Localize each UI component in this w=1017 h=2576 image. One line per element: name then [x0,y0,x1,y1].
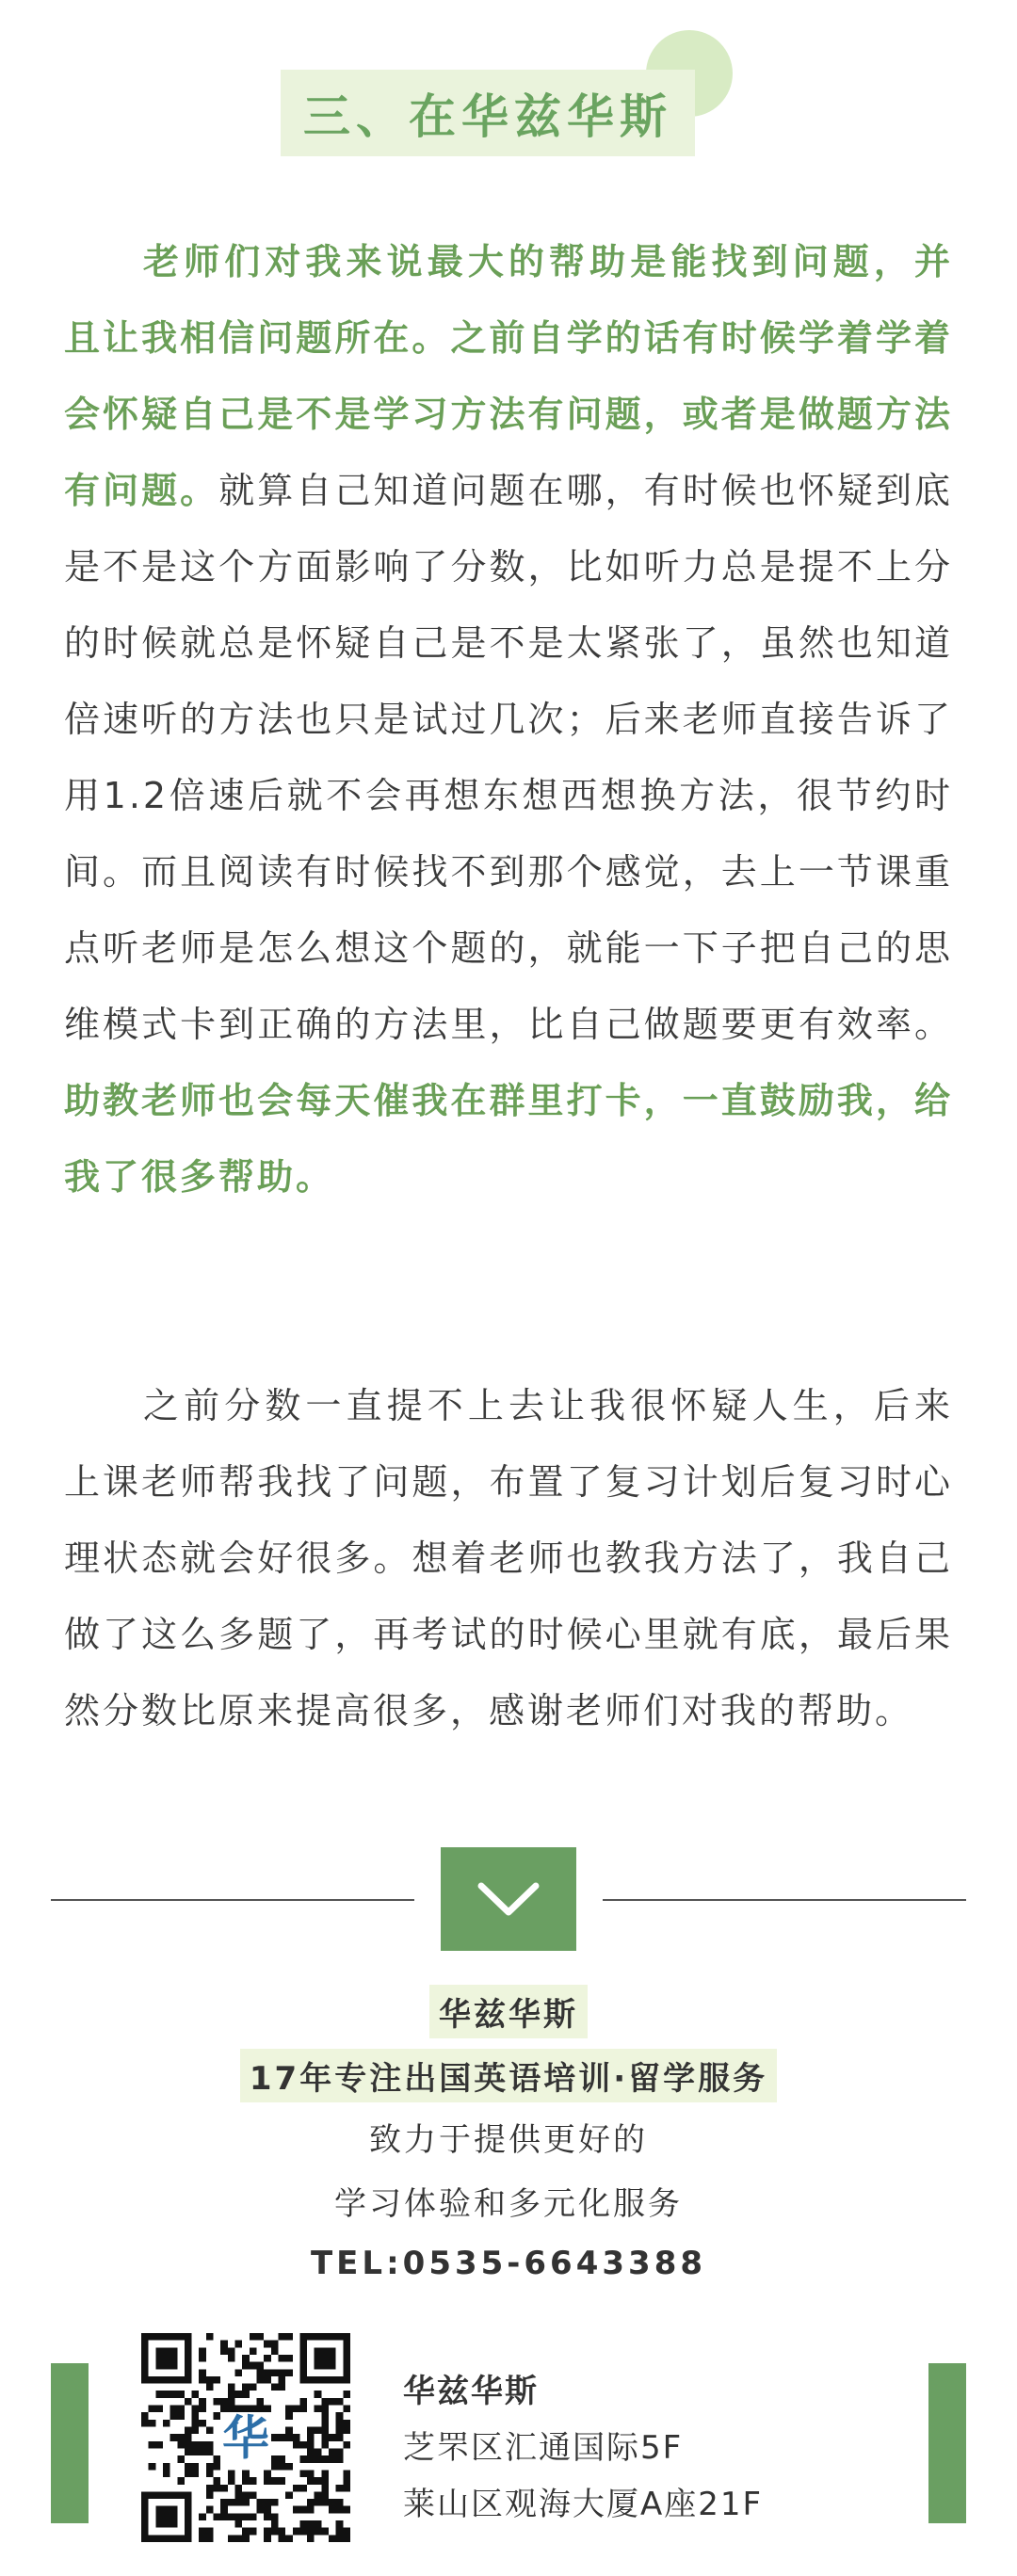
section-title: 三、在华兹华斯 [303,89,672,144]
qr-code-icon [141,2333,350,2542]
highlight-text-start: 老师们对我来说最大的帮助是能找到问题，并且让我相信问题所在。之前自学的话有时候学着学着会怀疑自己是不是学习方法有问题，或者是做题方法有问题。 [64,241,953,511]
divider-line-left [51,1899,414,1901]
qr-center-logo: 华 [222,2410,269,2466]
chevron-down-icon [476,1878,541,1920]
contact-name: 华兹华斯 [403,2373,539,2410]
contact-address-2: 莱山区观海大厦A座21F [403,2486,764,2523]
footer-tel: TEL:0535-6643388 [310,2245,707,2282]
footer-slogan: 17年专注出国英语培训·留学服务 [0,2049,1017,2102]
highlight-text-end: 助教老师也会每天催我在群里打卡，一直鼓励我，给我了很多帮助。 [64,1080,953,1198]
divider-line-right [603,1899,966,1901]
paragraph-body-text: 就算自己知道问题在哪，有时候也怀疑到底是不是这个方面影响了分数，比如听力总是提不上分的时候就总是怀疑自己是不是太紧张了，虽然也知道倍速听的方法也只是试过几次；后来老师直接告诉了用1.2倍速后就不会再想东想西想换方法，很节约时间。而且阅读有时候找不到那个感觉，去上一节课重点听老师是怎么想这个题的，就能一下子把自己的思维模式卡到正确的方法里，比自己做题要更有效率。 [64,470,953,1045]
footer-brand: 华兹华斯 [0,1985,1017,2038]
decorative-bar-left [51,2363,89,2523]
section-title-block [281,70,695,160]
footer-line-2: 学习体验和多元化服务 [334,2185,683,2223]
decorative-bar-right [928,2363,966,2523]
testimonial-paragraph-1 [64,224,953,1216]
footer-line-1: 致力于提供更好的 [369,2121,648,2159]
section-title-box [281,70,695,156]
testimonial-paragraph-2: 之前分数一直提不上去让我很怀疑人生，后来上课老师帮我找了问题，布置了复习计划后复习时心理状态就会好很多。想着老师也教我方法了，我自己做了这么多题了，再考试的时候心里就有底，最后果然分数比原来提高很多，感谢老师们对我的帮助。 [64,1385,953,1731]
divider-chevron-box [441,1847,576,1951]
contact-address-1: 芝罘区汇通国际5F [403,2429,684,2467]
